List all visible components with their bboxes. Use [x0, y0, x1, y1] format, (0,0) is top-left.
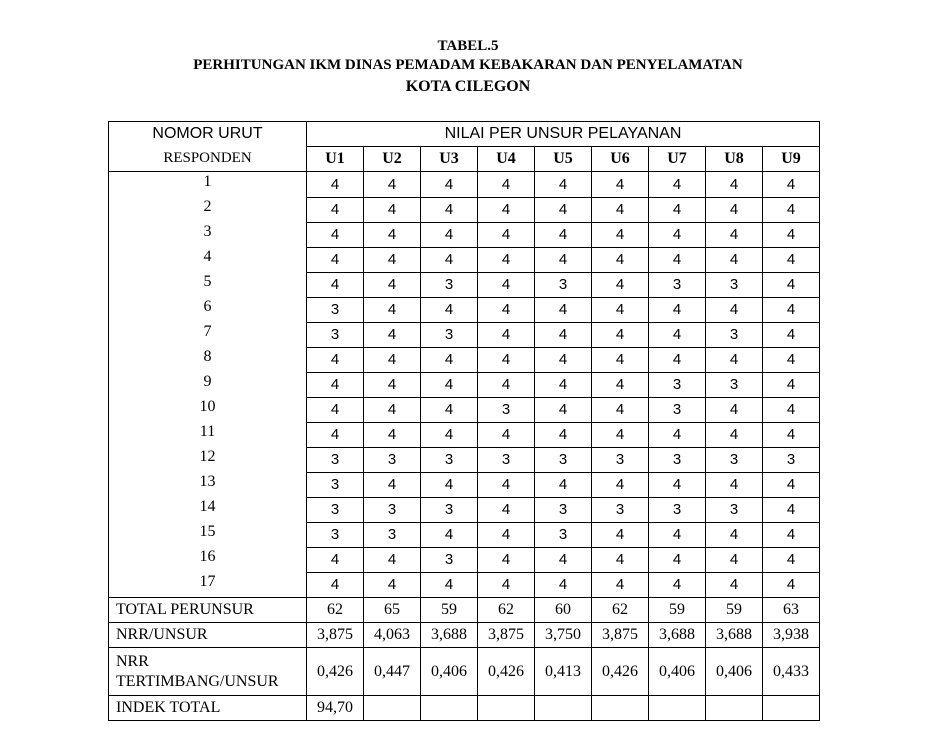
score-cell: 4	[364, 347, 421, 372]
total-perunsur-value: 59	[706, 598, 763, 623]
empty-cell	[478, 696, 535, 721]
score-cell: 4	[364, 197, 421, 222]
score-cell: 4	[535, 472, 592, 497]
respondent-number: 4	[109, 247, 307, 272]
score-cell: 4	[535, 247, 592, 272]
total-perunsur-value: 62	[592, 598, 649, 623]
score-cell: 4	[421, 522, 478, 547]
nrr-tertimbang-value: 0,413	[535, 648, 592, 696]
respondent-number: 5	[109, 272, 307, 297]
respondent-number: 11	[109, 422, 307, 447]
score-cell: 4	[535, 297, 592, 322]
respondent-number: 12	[109, 447, 307, 472]
respondent-number: 17	[109, 572, 307, 598]
score-cell: 4	[649, 322, 706, 347]
score-cell: 4	[478, 297, 535, 322]
nrr-unsur-value: 3,688	[706, 623, 763, 648]
total-perunsur-value: 59	[421, 598, 478, 623]
respondent-number: 1	[109, 172, 307, 198]
score-cell: 4	[649, 197, 706, 222]
score-cell: 4	[763, 397, 820, 422]
empty-cell	[706, 696, 763, 721]
score-cell: 4	[478, 247, 535, 272]
score-cell: 4	[763, 222, 820, 247]
score-cell: 4	[763, 472, 820, 497]
score-cell: 4	[649, 222, 706, 247]
score-cell: 4	[649, 172, 706, 198]
table-row	[109, 572, 820, 598]
score-cell: 4	[763, 422, 820, 447]
score-cell: 4	[763, 372, 820, 397]
score-cell: 4	[421, 397, 478, 422]
score-cell: 4	[592, 297, 649, 322]
score-cell: 4	[421, 297, 478, 322]
table-number: TABEL.5	[437, 38, 499, 54]
score-cell: 4	[706, 222, 763, 247]
score-cell: 4	[478, 522, 535, 547]
score-cell: 4	[535, 322, 592, 347]
score-cell: 4	[706, 547, 763, 572]
score-cell: 4	[592, 347, 649, 372]
table-body	[109, 122, 820, 721]
score-cell: 3	[307, 297, 364, 322]
table-row	[109, 197, 820, 222]
total-perunsur-row	[109, 598, 820, 623]
score-cell: 4	[592, 322, 649, 347]
table-row	[109, 372, 820, 397]
score-cell: 4	[421, 222, 478, 247]
table-row	[109, 322, 820, 347]
score-cell: 3	[421, 547, 478, 572]
score-cell: 4	[763, 497, 820, 522]
score-cell: 4	[478, 547, 535, 572]
score-cell: 4	[706, 522, 763, 547]
score-cell: 4	[421, 347, 478, 372]
nrr-tertimbang-value: 0,433	[763, 648, 820, 696]
unit-header: U2	[364, 147, 421, 172]
nrr-tertimbang-value: 0,447	[364, 648, 421, 696]
table-row	[109, 497, 820, 522]
score-cell: 3	[307, 472, 364, 497]
score-cell: 4	[307, 547, 364, 572]
nrr-unsur-row	[109, 623, 820, 648]
score-cell: 4	[307, 397, 364, 422]
score-cell: 3	[307, 322, 364, 347]
table-row	[109, 347, 820, 372]
score-cell: 3	[649, 447, 706, 472]
unit-header: U8	[706, 147, 763, 172]
score-cell: 4	[421, 172, 478, 198]
nrr-tertimbang-value: 0,426	[592, 648, 649, 696]
score-cell: 4	[364, 172, 421, 198]
score-cell: 4	[535, 197, 592, 222]
unit-header: U9	[763, 147, 820, 172]
score-cell: 4	[763, 247, 820, 272]
score-cell: 4	[763, 347, 820, 372]
score-cell: 3	[535, 522, 592, 547]
score-cell: 4	[706, 197, 763, 222]
score-cell: 4	[307, 172, 364, 198]
score-cell: 3	[364, 447, 421, 472]
score-cell: 4	[364, 422, 421, 447]
score-cell: 4	[592, 272, 649, 297]
score-cell: 4	[592, 522, 649, 547]
nrr-tertimbang-label-line1: NRR	[116, 652, 149, 670]
score-cell: 3	[364, 497, 421, 522]
score-cell: 4	[706, 347, 763, 372]
respondent-number: 8	[109, 347, 307, 372]
table-row	[109, 222, 820, 247]
nrr-tertimbang-row	[109, 648, 820, 696]
respondent-number: 14	[109, 497, 307, 522]
indek-total-row	[109, 696, 820, 721]
nrr-tertimbang-value: 0,426	[478, 648, 535, 696]
index-total-value: 94,70	[307, 696, 364, 721]
score-cell: 4	[478, 347, 535, 372]
score-cell: 4	[307, 247, 364, 272]
score-cell: 4	[478, 272, 535, 297]
table-row	[109, 472, 820, 497]
score-cell: 3	[421, 322, 478, 347]
respondent-number: 15	[109, 522, 307, 547]
nrr-unsur-value: 3,875	[307, 623, 364, 648]
nrr-unsur-value: 3,875	[592, 623, 649, 648]
score-cell: 4	[364, 472, 421, 497]
total-perunsur-value: 63	[763, 598, 820, 623]
score-cell: 3	[649, 372, 706, 397]
score-cell: 4	[364, 397, 421, 422]
score-cell: 4	[535, 172, 592, 198]
score-cell: 3	[307, 447, 364, 472]
score-cell: 4	[706, 472, 763, 497]
score-cell: 4	[763, 572, 820, 598]
score-cell: 4	[763, 272, 820, 297]
empty-cell	[421, 696, 478, 721]
score-cell: 4	[706, 247, 763, 272]
score-cell: 4	[763, 547, 820, 572]
total-perunsur-value: 62	[307, 598, 364, 623]
score-cell: 4	[535, 347, 592, 372]
score-cell: 4	[478, 197, 535, 222]
score-cell: 4	[706, 422, 763, 447]
title-block	[0, 37, 936, 99]
score-cell: 3	[535, 447, 592, 472]
score-cell: 4	[592, 472, 649, 497]
score-cell: 4	[421, 422, 478, 447]
nrr-tertimbang-value: 0,406	[706, 648, 763, 696]
ikm-table	[108, 121, 820, 721]
respondent-number: 13	[109, 472, 307, 497]
score-cell: 4	[649, 522, 706, 547]
respondent-number: 7	[109, 322, 307, 347]
score-cell: 4	[592, 172, 649, 198]
total-perunsur-value: 65	[364, 598, 421, 623]
header-nilai-group: NILAI PER UNSUR PELAYANAN	[307, 122, 820, 147]
score-cell: 3	[364, 522, 421, 547]
score-cell: 4	[364, 297, 421, 322]
table-row	[109, 172, 820, 198]
nrr-unsur-value: 3,688	[649, 623, 706, 648]
score-cell: 4	[478, 372, 535, 397]
empty-cell	[649, 696, 706, 721]
score-cell: 4	[307, 197, 364, 222]
respondent-number: 9	[109, 372, 307, 397]
nrr-tertimbang-value: 0,406	[649, 648, 706, 696]
nrr-unsur-value: 3,875	[478, 623, 535, 648]
score-cell: 3	[706, 272, 763, 297]
score-cell: 4	[763, 197, 820, 222]
score-cell: 4	[535, 547, 592, 572]
score-cell: 3	[706, 372, 763, 397]
table-title: PERHITUNGAN IKM DINAS PEMADAM KEBAKARAN DAN PENYELAMATAN	[193, 57, 743, 73]
score-cell: 4	[649, 347, 706, 372]
table-row	[109, 247, 820, 272]
indek-total-label: INDEK TOTAL	[109, 696, 307, 721]
score-cell: 4	[421, 197, 478, 222]
nrr-tertimbang-label	[109, 648, 307, 696]
unit-header: U1	[307, 147, 364, 172]
score-cell: 4	[307, 347, 364, 372]
table-row	[109, 272, 820, 297]
score-cell: 4	[706, 572, 763, 598]
header-nomor-urut: NOMOR URUT	[109, 122, 307, 147]
score-cell: 4	[307, 372, 364, 397]
score-cell: 3	[535, 497, 592, 522]
score-cell: 4	[763, 297, 820, 322]
score-cell: 4	[364, 322, 421, 347]
score-cell: 4	[649, 547, 706, 572]
table-row	[109, 447, 820, 472]
score-cell: 4	[535, 222, 592, 247]
score-cell: 4	[592, 372, 649, 397]
table-row	[109, 422, 820, 447]
table-subtitle: KOTA CILEGON	[405, 78, 531, 95]
score-cell: 4	[307, 422, 364, 447]
score-cell: 4	[364, 372, 421, 397]
score-cell: 3	[706, 322, 763, 347]
nrr-unsur-value: 3,688	[421, 623, 478, 648]
respondent-number: 6	[109, 297, 307, 322]
unit-header: U3	[421, 147, 478, 172]
score-cell: 4	[706, 397, 763, 422]
nrr-unsur-value: 3,938	[763, 623, 820, 648]
score-cell: 3	[649, 397, 706, 422]
table-row	[109, 397, 820, 422]
score-cell: 4	[592, 422, 649, 447]
total-perunsur-value: 59	[649, 598, 706, 623]
unit-header: U7	[649, 147, 706, 172]
score-cell: 3	[478, 397, 535, 422]
score-cell: 4	[763, 322, 820, 347]
respondent-number: 16	[109, 547, 307, 572]
score-cell: 3	[421, 272, 478, 297]
empty-cell	[364, 696, 421, 721]
score-cell: 4	[364, 547, 421, 572]
score-cell: 4	[307, 272, 364, 297]
score-cell: 4	[649, 247, 706, 272]
total-perunsur-label: TOTAL PERUNSUR	[109, 598, 307, 623]
respondent-number: 3	[109, 222, 307, 247]
score-cell: 4	[535, 422, 592, 447]
respondent-number: 2	[109, 197, 307, 222]
score-cell: 3	[592, 447, 649, 472]
total-perunsur-value: 62	[478, 598, 535, 623]
score-cell: 3	[649, 272, 706, 297]
table-row	[109, 547, 820, 572]
score-cell: 4	[364, 572, 421, 598]
score-cell: 4	[706, 297, 763, 322]
score-cell: 4	[592, 397, 649, 422]
score-cell: 3	[535, 272, 592, 297]
score-cell: 4	[478, 422, 535, 447]
nrr-unsur-label: NRR/UNSUR	[109, 623, 307, 648]
unit-header: U5	[535, 147, 592, 172]
score-cell: 4	[307, 572, 364, 598]
score-cell: 4	[364, 247, 421, 272]
score-cell: 4	[307, 222, 364, 247]
score-cell: 4	[649, 297, 706, 322]
score-cell: 3	[307, 522, 364, 547]
score-cell: 4	[478, 497, 535, 522]
nrr-tertimbang-value: 0,426	[307, 648, 364, 696]
score-cell: 4	[478, 472, 535, 497]
score-cell: 4	[478, 322, 535, 347]
score-cell: 4	[364, 272, 421, 297]
score-cell: 4	[421, 472, 478, 497]
score-cell: 4	[478, 172, 535, 198]
score-cell: 3	[763, 447, 820, 472]
score-cell: 4	[706, 172, 763, 198]
nrr-tertimbang-value: 0,406	[421, 648, 478, 696]
empty-cell	[535, 696, 592, 721]
table-row	[109, 297, 820, 322]
score-cell: 4	[649, 422, 706, 447]
score-cell: 4	[763, 172, 820, 198]
score-cell: 4	[478, 572, 535, 598]
header-responden: RESPONDEN	[109, 147, 307, 172]
score-cell: 4	[592, 547, 649, 572]
score-cell: 4	[478, 222, 535, 247]
score-cell: 3	[421, 497, 478, 522]
score-cell: 4	[364, 222, 421, 247]
score-cell: 4	[535, 372, 592, 397]
empty-cell	[592, 696, 649, 721]
score-cell: 4	[535, 572, 592, 598]
score-cell: 3	[478, 447, 535, 472]
respondent-number: 10	[109, 397, 307, 422]
total-perunsur-value: 60	[535, 598, 592, 623]
score-cell: 3	[706, 497, 763, 522]
score-cell: 4	[592, 247, 649, 272]
table-row	[109, 522, 820, 547]
score-cell: 4	[421, 372, 478, 397]
empty-cell	[763, 696, 820, 721]
score-cell: 4	[649, 572, 706, 598]
score-cell: 4	[649, 472, 706, 497]
nrr-unsur-value: 3,750	[535, 623, 592, 648]
score-cell: 4	[763, 522, 820, 547]
score-cell: 3	[706, 447, 763, 472]
nrr-unsur-value: 4,063	[364, 623, 421, 648]
score-cell: 4	[421, 247, 478, 272]
score-cell: 3	[592, 497, 649, 522]
nrr-tertimbang-label-line2: TERTIMBANG/UNSUR	[116, 672, 279, 690]
score-cell: 4	[592, 222, 649, 247]
score-cell: 3	[649, 497, 706, 522]
unit-header: U6	[592, 147, 649, 172]
score-cell: 4	[592, 572, 649, 598]
score-cell: 3	[307, 497, 364, 522]
score-cell: 4	[421, 572, 478, 598]
score-cell: 4	[535, 397, 592, 422]
score-cell: 3	[421, 447, 478, 472]
score-cell: 4	[592, 197, 649, 222]
unit-header: U4	[478, 147, 535, 172]
